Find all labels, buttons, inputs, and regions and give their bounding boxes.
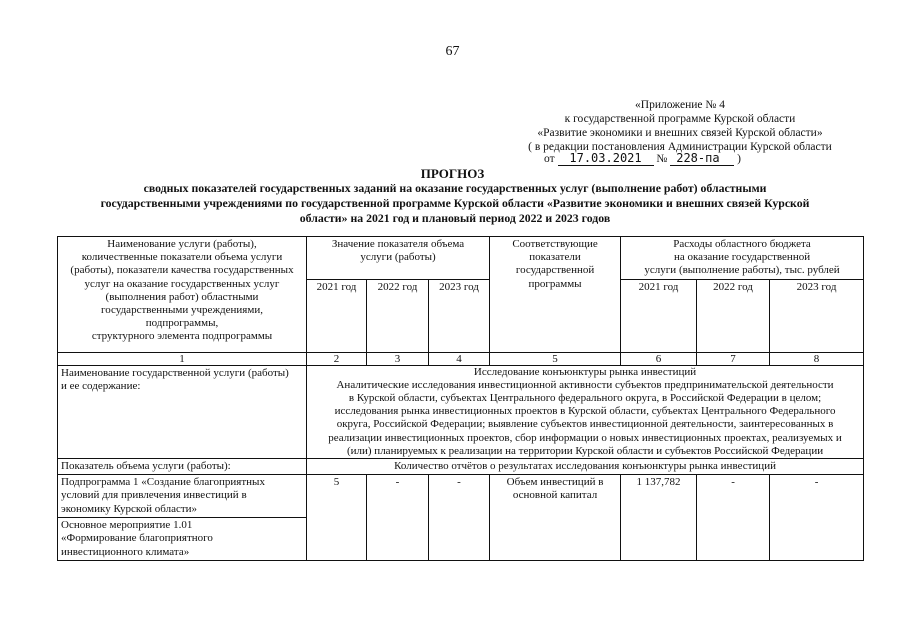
- header-volume: Значение показателя объема услуги (работы): [307, 237, 490, 280]
- event-cell: [307, 518, 367, 561]
- header-budget: Расходы областного бюджета на оказание государственной услуги (выполнение работы), тыс. рублей: [621, 237, 864, 280]
- event-cell: [429, 518, 490, 561]
- appendix-line-3: «Развитие экономики и внешних связей Курской области»: [537, 127, 823, 139]
- service-title: Исследование конъюнктуры рынка инвестиций: [473, 365, 697, 378]
- appendix-line-2: к государственной программе Курской области: [564, 113, 796, 125]
- appendix-line-4: ( в редакции постановления Администрации Курской области: [528, 141, 832, 153]
- header-year-2023: 2023 год: [429, 279, 490, 352]
- column-number: 1: [58, 352, 307, 365]
- column-number: 3: [367, 352, 429, 365]
- header-budget-year-2021: 2021 год: [621, 279, 697, 352]
- subtitle-line-2: государственными учреждениями по государственной программе Курской области «Развитие экономики и внешних связей Курской: [100, 196, 810, 210]
- document-title: ПРОГНОЗ: [420, 166, 485, 181]
- from-label: от: [544, 153, 555, 165]
- event-cell: [770, 518, 864, 561]
- service-description: Аналитические исследования инвестиционной активности субъектов предпринимательской деятельности в Курской области, субъектах Центрального федерального округа, в Российской Федерации в целом; исследования рынка инвестиционных проектов в Курской области, субъектах Центрального Федерального округа, Российской Федерации; выявление субъектов инвестиционной деятельности, заинтересованных в реализации инвестиционных проектов, сбор информации о новых инвестиционных проектах, реализуемых и (или) планируемых к реализации на территории Курской области и субъектов Российской Федерации: [328, 378, 842, 457]
- decree-date: 17.03.2021: [558, 151, 654, 166]
- subprogram-label: Подпрограмма 1 «Создание благоприятных условий для привлечения инвестиций в экономику Курской области»: [58, 475, 307, 518]
- appendix-line-1: «Приложение № 4: [635, 99, 725, 111]
- close-paren: ): [737, 153, 741, 165]
- header-budget-year-2022: 2022 год: [697, 279, 770, 352]
- subtitle-line-1: сводных показателей государственных заданий на оказание государственных услуг (выполнение работ) областными: [143, 181, 767, 195]
- event-cell: [490, 518, 621, 561]
- header-budget-year-2023: 2023 год: [770, 279, 864, 352]
- event-cell: [621, 518, 697, 561]
- service-row-content: [307, 365, 864, 458]
- header-year-2022: 2022 год: [367, 279, 429, 352]
- event-label: Основное мероприятие 1.01 «Формирование благоприятного инвестиционного климата»: [58, 518, 307, 561]
- indicator-row: [58, 459, 864, 475]
- service-row: [58, 365, 864, 458]
- header-program-indicators: Соответствующие показатели государственной программы: [490, 237, 621, 353]
- page-number: 67: [445, 44, 460, 59]
- appendix-date-line: [544, 151, 741, 166]
- subprogram-budget-2023: -: [770, 475, 864, 518]
- indicator-row-label: Показатель объема услуги (работы):: [58, 459, 307, 475]
- column-number: 6: [621, 352, 697, 365]
- subprogram-value-2022: -: [367, 475, 429, 518]
- column-number: 4: [429, 352, 490, 365]
- subprogram-value-2023: -: [429, 475, 490, 518]
- column-number: 7: [697, 352, 770, 365]
- header-row-1: [58, 237, 864, 280]
- header-year-2021: 2021 год: [307, 279, 367, 352]
- event-row: [58, 518, 864, 561]
- decree-number: 228-па: [670, 151, 734, 166]
- subprogram-program-indicator: Объем инвестиций в основной капитал: [490, 475, 621, 518]
- header-service-name: Наименование услуги (работы), количественные показатели объема услуги (работы), показатели качества государственных услуг на оказание государственных услуг (выполнения работ) областными государственными учреждениями, подпрограммы, структурного элемента подпрограммы: [58, 237, 307, 353]
- subprogram-value-2021: 5: [307, 475, 367, 518]
- indicator-row-value: Количество отчётов о результатах исследования конъюнктуры рынка инвестиций: [307, 459, 864, 475]
- column-number: 5: [490, 352, 621, 365]
- forecast-table: [57, 236, 864, 561]
- subtitle-line-3: области» на 2021 год и плановый период 2022 и 2023 годов: [299, 211, 611, 225]
- subprogram-budget-2021: 1 137,782: [621, 475, 697, 518]
- column-number: 2: [307, 352, 367, 365]
- subprogram-row: [58, 475, 864, 518]
- service-row-label: Наименование государственной услуги (работы) и ее содержание:: [58, 365, 307, 458]
- number-label: №: [656, 153, 668, 165]
- event-cell: [697, 518, 770, 561]
- event-cell: [367, 518, 429, 561]
- column-number-row: [58, 352, 864, 365]
- column-number: 8: [770, 352, 864, 365]
- subprogram-budget-2022: -: [697, 475, 770, 518]
